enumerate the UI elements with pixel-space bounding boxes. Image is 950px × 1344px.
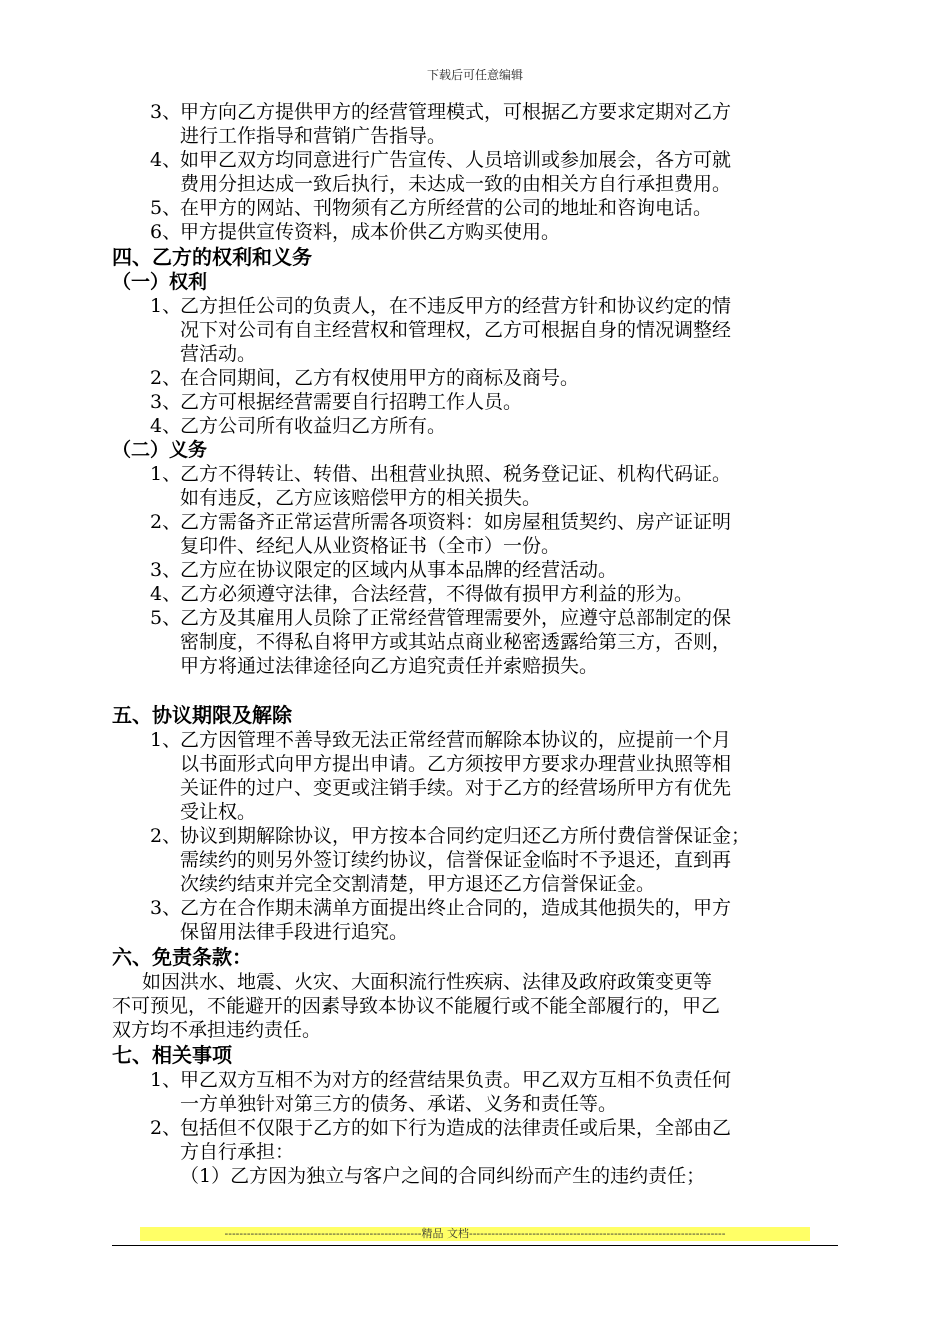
list-item-text: 次续约结束并完全交割清楚，甲方退还乙方信誉保证金。 [180, 873, 656, 895]
list-item-text: 关证件的过户、变更或注销手续。对于乙方的经营场所甲方有优先 [180, 777, 732, 799]
list-item-text: 协议到期解除协议，甲方按本合同约定归还乙方所付费信誉保证金； [180, 825, 751, 847]
list-item-line [112, 172, 838, 196]
list-item-number: 3、 [150, 897, 182, 919]
section-6-line: 双方均不承担违约责任。 [112, 1019, 322, 1041]
list-item-line [112, 824, 838, 848]
list-item-text: 密制度，不得私自将甲方或其站点商业秘密透露给第三方，否则， [180, 631, 732, 653]
list-item-number: 5、 [150, 607, 182, 629]
list-item-line [112, 1092, 838, 1116]
list-item-text: 以书面形式向甲方提出申请。乙方须按甲方要求办理营业执照等相 [180, 753, 732, 775]
section-7-title: 七、相关事项 [112, 1043, 232, 1067]
list-item-number: 4、 [150, 583, 182, 605]
list-item-line [112, 752, 838, 776]
list-item-text: 甲方将通过法律途径向乙方追究责任并索赔损失。 [180, 655, 599, 677]
list-item-text: 乙方因管理不善导致无法正常经营而解除本协议的，应提前一个月 [180, 729, 732, 751]
document-body [112, 100, 838, 1188]
list-item-line [112, 462, 838, 486]
list-item-number: 6、 [150, 221, 182, 243]
list-item-line [112, 582, 838, 606]
section-6-line: 不可预见，不能避开的因素导致本协议不能履行或不能全部履行的，甲乙 [112, 995, 721, 1017]
list-item-text: 如有违反，乙方应该赔偿甲方的相关损失。 [180, 487, 542, 509]
section-6-line: 如因洪水、地震、火灾、大面积流行性疾病、法律及政府政策变更等 [142, 971, 713, 993]
list-item-text: 况下对公司有自主经营权和管理权，乙方可根据自身的情况调整经 [180, 319, 732, 341]
list-item-text: 甲乙双方互相不为对方的经营结果负责。甲乙双方互相不负责任何 [180, 1069, 732, 1091]
list-item-text: 乙方担任公司的负责人，在不违反甲方的经营方针和协议约定的情 [180, 295, 732, 317]
list-item-number: 2、 [150, 1117, 182, 1139]
list-item-number: 2、 [150, 825, 182, 847]
list-item-text: 乙方必须遵守法律，合法经营，不得做有损甲方利益的形为。 [180, 583, 694, 605]
list-item-number: 3、 [150, 101, 182, 123]
rights-list [112, 294, 838, 438]
list-item-text: 进行工作指导和营销广告指导。 [180, 125, 447, 147]
duties-title: （二）义务 [112, 439, 208, 461]
list-item-text: 乙方不得转让、转借、出租营业执照、税务登记证、机构代码证。 [180, 463, 732, 485]
duties-list [112, 462, 838, 678]
list-item-line [112, 342, 838, 366]
list-item-line [112, 294, 838, 318]
footer-banner: -----------------------------------------------------精品 文档--------------------------------------------------------------------- [140, 1227, 810, 1241]
list-item-line [112, 124, 838, 148]
list-item-number: 1、 [150, 463, 182, 485]
list-item-line [112, 318, 838, 342]
section-7-list [112, 1068, 838, 1164]
list-item-text: 乙方可根据经营需要自行招聘工作人员。 [180, 391, 523, 413]
list-item-line [112, 220, 838, 244]
list-item-number: 1、 [150, 295, 182, 317]
list-item-text: 甲方提供宣传资料，成本价供乙方购买使用。 [180, 221, 561, 243]
list-item-line [112, 606, 838, 630]
list-item-line [112, 654, 838, 678]
list-item-line [112, 896, 838, 920]
rights-title: （一）权利 [112, 271, 208, 293]
list-item-line [112, 486, 838, 510]
list-item-line [112, 100, 838, 124]
list-item-line [112, 510, 838, 534]
list-item-line [112, 558, 838, 582]
list-item-text: 如甲乙双方均同意进行广告宣传、人员培训或参加展会，各方可就 [180, 149, 732, 171]
list-item-line [112, 920, 838, 944]
list-item-text: 复印件、经纪人从业资格证书（全市）一份。 [180, 535, 561, 557]
list-item-line [112, 872, 838, 896]
list-item-line [112, 630, 838, 654]
list-item-line [112, 148, 838, 172]
list-item-line [112, 776, 838, 800]
list-item-text: 营活动。 [180, 343, 257, 365]
list-item-line [112, 848, 838, 872]
section-4-title: 四、乙方的权利和义务 [112, 245, 312, 269]
list-item-text: 费用分担达成一致后执行，未达成一致的由相关方自行承担费用。 [180, 173, 732, 195]
list-item-number: 1、 [150, 1069, 182, 1091]
list-item-number: 3、 [150, 391, 182, 413]
list-item-line [112, 1116, 838, 1140]
list-item-number: 5、 [150, 197, 182, 219]
section-6-title: 六、免责条款： [112, 945, 252, 969]
list-item-line [112, 414, 838, 438]
list-item-number: 2、 [150, 511, 182, 533]
section-3-list [112, 100, 838, 244]
list-item-number: 2、 [150, 367, 182, 389]
list-item-text: 需续约的则另外签订续约协议，信誉保证金临时不予退还，直到再 [180, 849, 732, 871]
list-item-text: 一方单独针对第三方的债务、承诺、义务和责任等。 [180, 1093, 618, 1115]
list-item-line [112, 1140, 838, 1164]
list-item-text: 在甲方的网站、刊物须有乙方所经营的公司的地址和咨询电话。 [180, 197, 713, 219]
list-item-text: 甲方向乙方提供甲方的经营管理模式，可根据乙方要求定期对乙方 [180, 101, 732, 123]
list-item-number: 3、 [150, 559, 182, 581]
spacer [112, 678, 838, 702]
list-item-text: 保留用法律手段进行追究。 [180, 921, 409, 943]
list-item-line [112, 534, 838, 558]
section-5-list [112, 728, 838, 944]
list-item-line [112, 728, 838, 752]
list-item-number: 4、 [150, 149, 182, 171]
footer-divider [112, 1245, 838, 1246]
section-5-title: 五、协议期限及解除 [112, 703, 292, 727]
list-item-text: 受让权。 [180, 801, 257, 823]
list-item-number: 4、 [150, 415, 182, 437]
list-item-text: 包括但不仅限于乙方的如下行为造成的法律责任或后果，全部由乙 [180, 1117, 732, 1139]
list-item-text: 乙方应在协议限定的区域内从事本品牌的经营活动。 [180, 559, 618, 581]
list-item-text: 乙方需备齐正常运营所需各项资料：如房屋租赁契约、房产证证明 [180, 511, 732, 533]
list-item-text: 乙方在合作期未满单方面提出终止合同的，造成其他损失的，甲方 [180, 897, 732, 919]
list-item-line [112, 366, 838, 390]
list-item-text: 乙方及其雇用人员除了正常经营管理需要外，应遵守总部制定的保 [180, 607, 732, 629]
list-item-line [112, 390, 838, 414]
list-item-line [112, 1068, 838, 1092]
list-item-line [112, 800, 838, 824]
page-header: 下载后可任意编辑 [426, 68, 523, 82]
list-item-text: 方自行承担： [180, 1141, 295, 1163]
list-item-number: 1、 [150, 729, 182, 751]
list-item-line [112, 196, 838, 220]
list-item-text: 乙方公司所有收益归乙方所有。 [180, 415, 447, 437]
list-item-text: 在合同期间，乙方有权使用甲方的商标及商号。 [180, 367, 580, 389]
section-7-subitem: （1）乙方因为独立与客户之间的合同纠纷而产生的违约责任； [180, 1165, 706, 1187]
